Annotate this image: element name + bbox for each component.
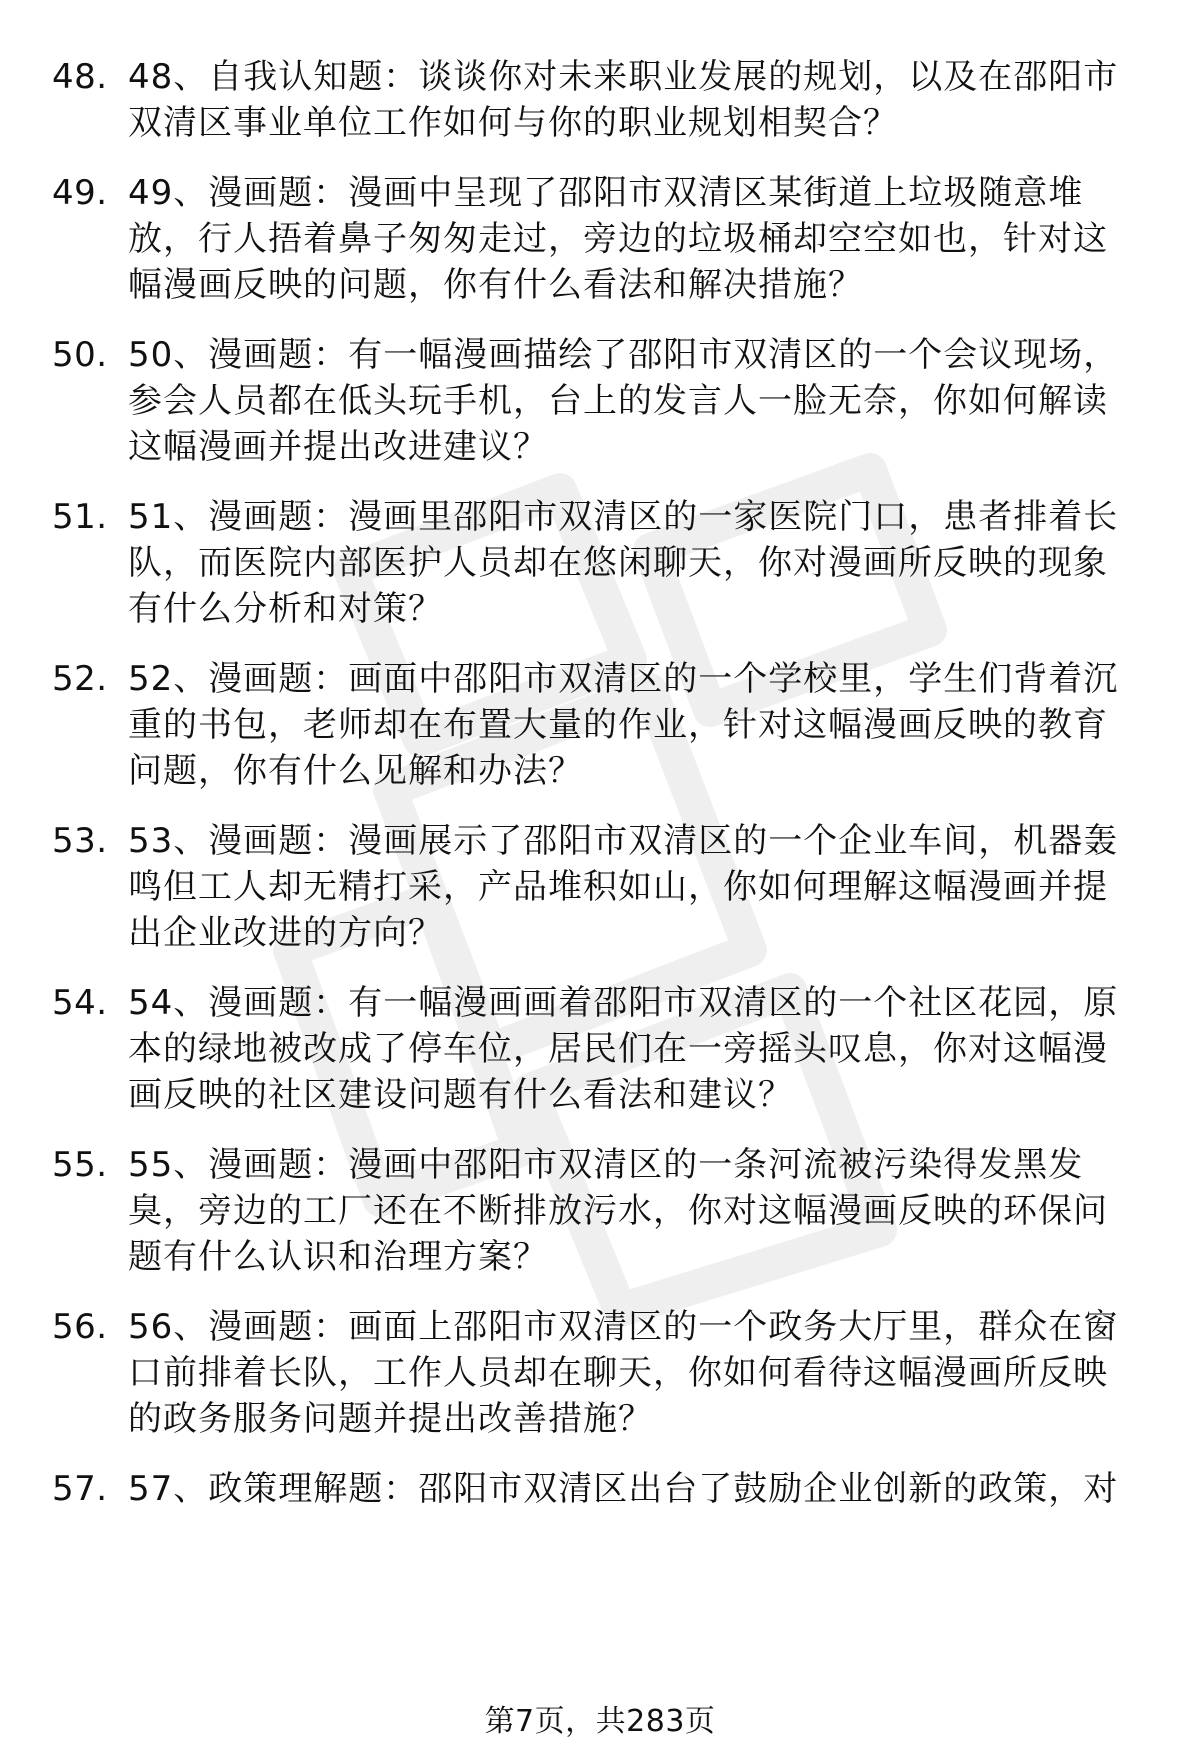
question-number: 53.: [52, 821, 108, 861]
question-line: 重的书包，老师却在布置大量的作业，针对这幅漫画反映的教育: [128, 705, 1108, 745]
question-line: 参会人员都在低头玩手机，台上的发言人一脸无奈，你如何解读: [128, 381, 1108, 421]
question-text: [128, 1142, 1148, 1280]
question-text: [128, 1304, 1148, 1442]
question-line: 口前排着长队，工作人员却在聊天，你如何看待这幅漫画所反映: [128, 1353, 1108, 1393]
question-text: [128, 494, 1148, 632]
question-line: 48、自我认知题：谈谈你对未来职业发展的规划，以及在邵阳市: [128, 57, 1119, 97]
question-line: 出企业改进的方向？: [128, 913, 443, 953]
question-line: 问题，你有什么见解和办法？: [128, 751, 583, 791]
question-line: 56、漫画题：画面上邵阳市双清区的一个政务大厅里，群众在窗: [128, 1307, 1119, 1347]
question-line: 49、漫画题：漫画中呈现了邵阳市双清区某街道上垃圾随意堆: [128, 173, 1084, 213]
question-line: 双清区事业单位工作如何与你的职业规划相契合？: [128, 103, 898, 143]
question-line: 画反映的社区建设问题有什么看法和建议？: [128, 1075, 793, 1115]
question-text: [128, 656, 1148, 794]
question-line: 53、漫画题：漫画展示了邵阳市双清区的一个企业车间，机器轰: [128, 821, 1119, 861]
question-text: [128, 332, 1148, 470]
question-line: 队，而医院内部医护人员却在悠闲聊天，你对漫画所反映的现象: [128, 543, 1108, 583]
question-number: 55.: [52, 1145, 108, 1185]
question-line: 放，行人捂着鼻子匆匆走过，旁边的垃圾桶却空空如也，针对这: [128, 219, 1108, 259]
page-footer: [0, 1702, 1200, 1742]
question-line: 57、政策理解题：邵阳市双清区出台了鼓励企业创新的政策，对: [128, 1469, 1119, 1509]
question-number: 54.: [52, 983, 108, 1023]
question-number: 52.: [52, 659, 108, 699]
question-number: 51.: [52, 497, 108, 537]
question-text: [128, 980, 1148, 1118]
question-number: 48.: [52, 57, 108, 97]
question-line: 的政务服务问题并提出改善措施？: [128, 1399, 653, 1439]
question-text: [128, 1466, 1148, 1512]
question-line: 鸣但工人却无精打采，产品堆积如山，你如何理解这幅漫画并提: [128, 867, 1108, 907]
question-line: 幅漫画反映的问题，你有什么看法和解决措施？: [128, 265, 863, 305]
question-line: 55、漫画题：漫画中邵阳市双清区的一条河流被污染得发黑发: [128, 1145, 1084, 1185]
question-line: 52、漫画题：画面中邵阳市双清区的一个学校里，学生们背着沉: [128, 659, 1119, 699]
page-number-label: 第7页，共283页: [484, 1704, 716, 1739]
question-text: [128, 170, 1148, 308]
question-line: 本的绿地被改成了停车位，居民们在一旁摇头叹息，你对这幅漫: [128, 1029, 1108, 1069]
question-line: 有什么分析和对策？: [128, 589, 443, 629]
question-line: 50、漫画题：有一幅漫画描绘了邵阳市双清区的一个会议现场，: [128, 335, 1119, 375]
question-line: 题有什么认识和治理方案？: [128, 1237, 548, 1277]
question-line: 这幅漫画并提出改进建议？: [128, 427, 548, 467]
question-text: [128, 818, 1148, 956]
question-number: 56.: [52, 1307, 108, 1347]
question-number: 49.: [52, 173, 108, 213]
question-text: [128, 54, 1148, 146]
question-line: 54、漫画题：有一幅漫画画着邵阳市双清区的一个社区花园，原: [128, 983, 1119, 1023]
question-line: 51、漫画题：漫画里邵阳市双清区的一家医院门口，患者排着长: [128, 497, 1119, 537]
question-number: 57.: [52, 1469, 108, 1509]
question-line: 臭，旁边的工厂还在不断排放污水，你对这幅漫画反映的环保问: [128, 1191, 1108, 1231]
question-number: 50.: [52, 335, 108, 375]
